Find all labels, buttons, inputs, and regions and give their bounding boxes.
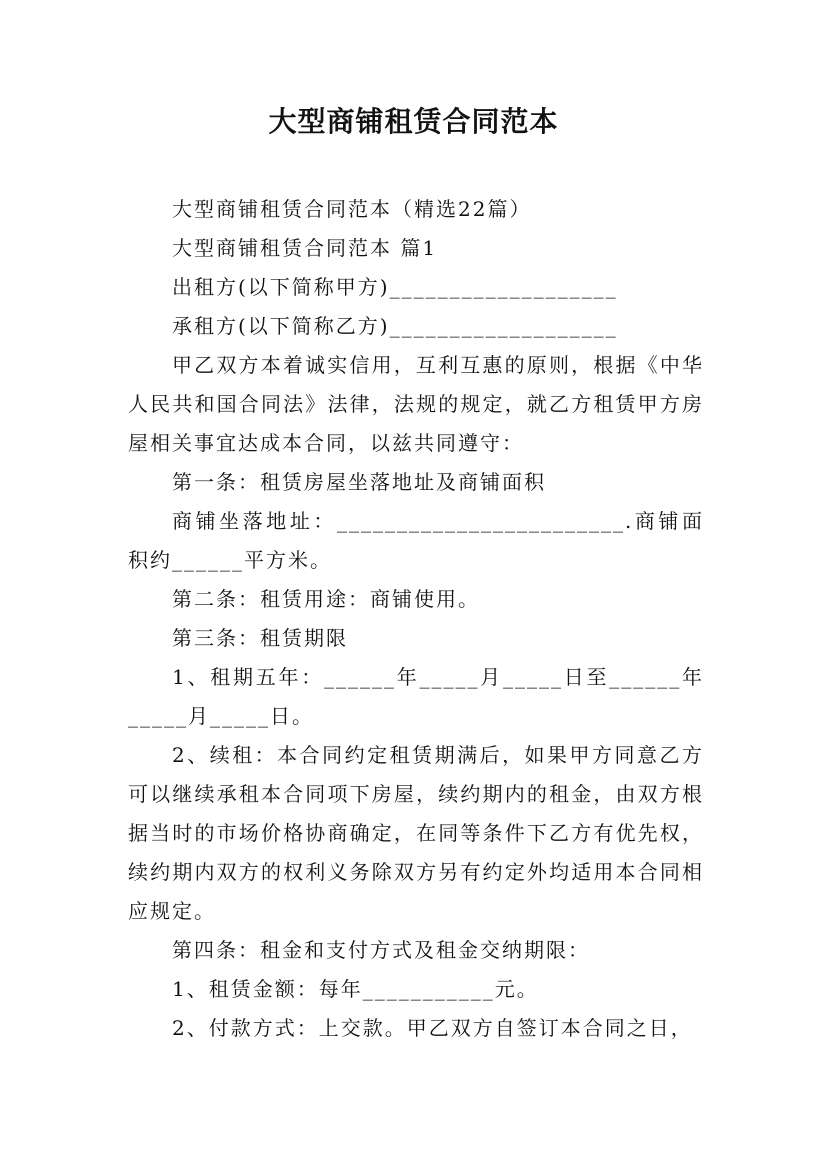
paragraph-lease-term: 1、租期五年：______年_____月_____日至______年_____月_____日。: [128, 665, 704, 728]
paragraph-shop-address: 商铺坐落地址：________________________.商铺面积约______平方米。: [128, 509, 704, 572]
paragraph-article-4: 第四条：租金和支付方式及租金交纳期限：: [172, 938, 590, 962]
document-body: [128, 190, 704, 1048]
paragraph-preamble: 甲乙双方本着诚实信用，互利互惠的原则，根据《中华人民共和国合同法》法律，法规的规定，就乙方租赁甲方房屋相关事宜达成本合同，以兹共同遵守：: [128, 353, 704, 455]
paragraph-article-3: 第三条：租赁期限: [172, 626, 348, 650]
paragraph-lessee: 承租方(以下简称乙方)___________________: [172, 314, 618, 338]
paragraph-article-1: 第一条：租赁房屋坐落地址及商铺面积: [172, 470, 546, 494]
paragraph-rent-amount: 1、租赁金额：每年___________元。: [172, 977, 539, 1001]
paragraph-section-heading: 大型商铺租赁合同范本 篇1: [172, 236, 438, 260]
paragraph-lessor: 出租方(以下简称甲方)___________________: [172, 275, 618, 299]
paragraph-article-2: 第二条：租赁用途：商铺使用。: [172, 587, 480, 611]
paragraph-subtitle: 大型商铺租赁合同范本（精选22篇）: [172, 197, 532, 221]
paragraph-renewal: 2、续租：本合同约定租赁期满后，如果甲方同意乙方可以继续承租本合同项下房屋，续约期内的租金，由双方根据当时的市场价格协商确定，在同等条件下乙方有优先权，续约期内双方的权利义务除双方另有约定外均适用本合同相应规定。: [128, 743, 704, 923]
document-title: 大型商铺租赁合同范本: [268, 105, 559, 138]
paragraph-payment-method: 2、付款方式：上交款。甲乙双方自签订本合同之日，: [172, 1016, 693, 1040]
